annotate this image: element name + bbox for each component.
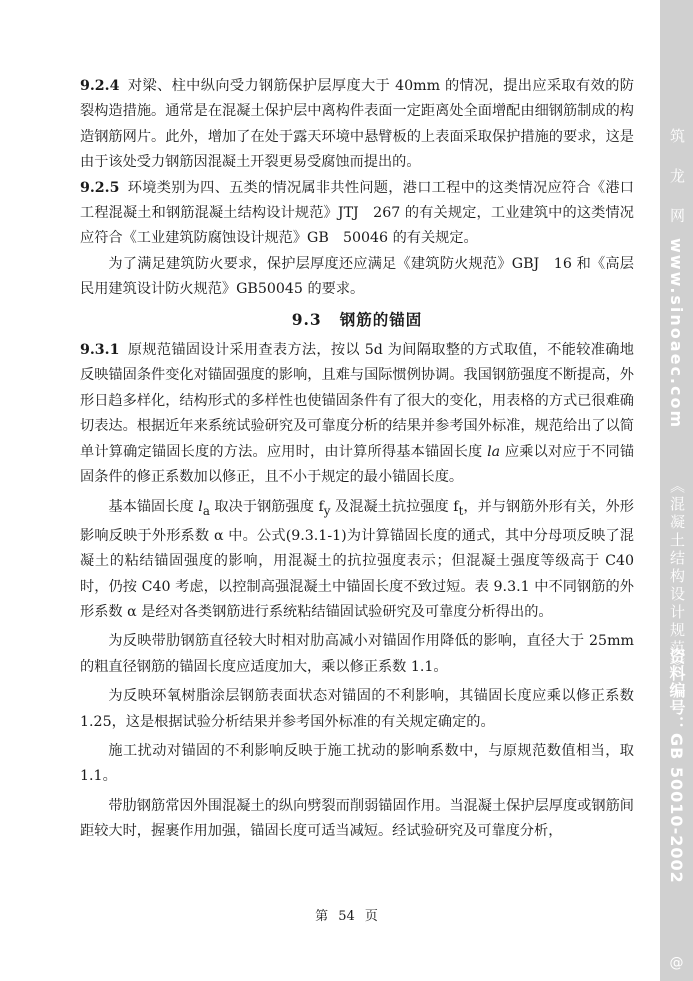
paragraph-construction: 施工扰动对锚固的不利影响反映于施工扰动的影响系数中，与原规范数值相当，取 1.1。 xyxy=(80,742,634,785)
paragraph-epoxy: 为反映环氧树脂涂层钢筋表面状态对锚固的不利影响，其锚固长度应乘以修正系数 1.25，这是根据试验分析结果并参考国外标准的有关规定确定的。 xyxy=(80,688,634,730)
paragraph-ribbed-bars: 带肋钢筋常因外围混凝土的纵向劈裂而削弱锚固作用。当混凝土保护层厚度或钢筋间距较大时，握裹作用加强，锚固长度可适当减短。经试验研究及可靠度分析， xyxy=(80,797,634,840)
sidebar-document-code: 资料编号：GB 50010-2002 xyxy=(667,648,686,884)
section-heading: 钢筋的锚固 xyxy=(339,309,423,329)
section-title xyxy=(80,307,634,332)
clause-text: 环境类别为四、五类的情况属非共性问题，港口工程中的这类情况应符合《港口工程混凝土和钢筋混凝土结构设计规范》JTJ 267 的有关规定，工业建筑中的这类情况应符合《工业建筑防腐蚀设计规范》GB 50046 的有关规定。 xyxy=(80,179,634,247)
sidebar-at-symbol: @ xyxy=(669,955,684,971)
symbol-la: la xyxy=(487,443,501,460)
text-part: 取决于钢筋强度 f xyxy=(209,498,324,515)
text-part: 基本锚固长度 xyxy=(108,498,199,515)
sidebar-document-title: 《混凝土结构设计规范》 xyxy=(668,478,686,676)
subscript-y: y xyxy=(323,503,331,518)
paragraph-large-diameter: 为反映带肋钢筋直径较大时相对肋高减小对锚固作用降低的影响，直径大于 25mm 的粗直径钢筋的锚固长度应适度加大，乘以修正系数 1.1。 xyxy=(80,633,634,675)
page-number: 第 54 页 xyxy=(315,909,378,924)
subscript-a: a xyxy=(202,503,210,518)
paragraph-9-2-4 xyxy=(80,74,634,176)
text-part: 及混凝土抗拉强度 f xyxy=(330,498,459,515)
text-part: ，并与钢筋外形有关，外形影响反映于外形系数 α 中。公式(9.3.1-1)为计算锚固长度的通式，其中分母项反映了混凝土的粘结锚固强度的影响，用混凝土的抗拉强度表示；但混凝土强度等级高于 C40 时，仍按 C40 考虑，以控制高强混凝土中锚固长度不致过短。表 9.3.1 中不同钢筋的外形系数 α 是经对各类钢筋进行系统粘结锚固试验研究及可靠度分析得出的。 xyxy=(80,498,634,620)
section-number: 9.3 xyxy=(291,309,322,329)
subscript-t: t xyxy=(458,503,464,518)
paragraph-basic-anchorage xyxy=(80,495,634,626)
clause-number: 9.2.5 xyxy=(80,179,120,196)
document-body xyxy=(80,74,634,845)
paragraph-9-2-5 xyxy=(80,176,634,252)
clause-text-a: 原规范锚固设计采用查表方法，按以 5d 为间隔取整的方式取值，不能较准确地反映锚固条件变化对锚固强度的影响，且难与国际惯例协调。我国钢筋强度不断提高，外形日趋多样化，结构形式的多样性也使锚固条件有了很大的变化，用表格的方式已很难确切表达。根据近年来系统试验研究及可靠度分析的结果并参考国外标准，规范给出了以简单计算确定锚固长度的方法。应用时，由计算所得基本锚固长度 xyxy=(80,342,634,460)
clause-text: 对梁、柱中纵向受力钢筋保护层厚度大于 40mm 的情况，提出应采取有效的防裂构造措施。通常是在混凝土保护层中离构件表面一定距离处全面增配由细钢筋制成的构造钢筋网片。此外，增加了在处于露天环境中悬臂板的上表面采取保护措施的要求，这是由于该处受力钢筋因混凝土开裂更易受腐蚀而提出的。 xyxy=(80,78,634,171)
sidebar-url: www.sinoaec.com xyxy=(667,238,686,430)
sidebar-site-name: 筑 龙 网 xyxy=(668,128,686,233)
clause-text-b: 应乘以对应于不同锚固条件的修正系数加以修正，且不小于规定的最小锚固长度。 xyxy=(80,443,635,486)
watermark-sidebar xyxy=(660,0,693,981)
paragraph-fire: 为了满足建筑防火要求，保护层厚度还应满足《建筑防火规范》GBJ 16 和《高层民用建筑设计防火规范》GB50045 的要求。 xyxy=(80,255,634,298)
clause-number: 9.3.1 xyxy=(80,342,120,359)
symbol-l: l xyxy=(198,498,203,515)
clause-number: 9.2.4 xyxy=(80,78,120,94)
paragraph-9-3-1 xyxy=(80,338,634,490)
